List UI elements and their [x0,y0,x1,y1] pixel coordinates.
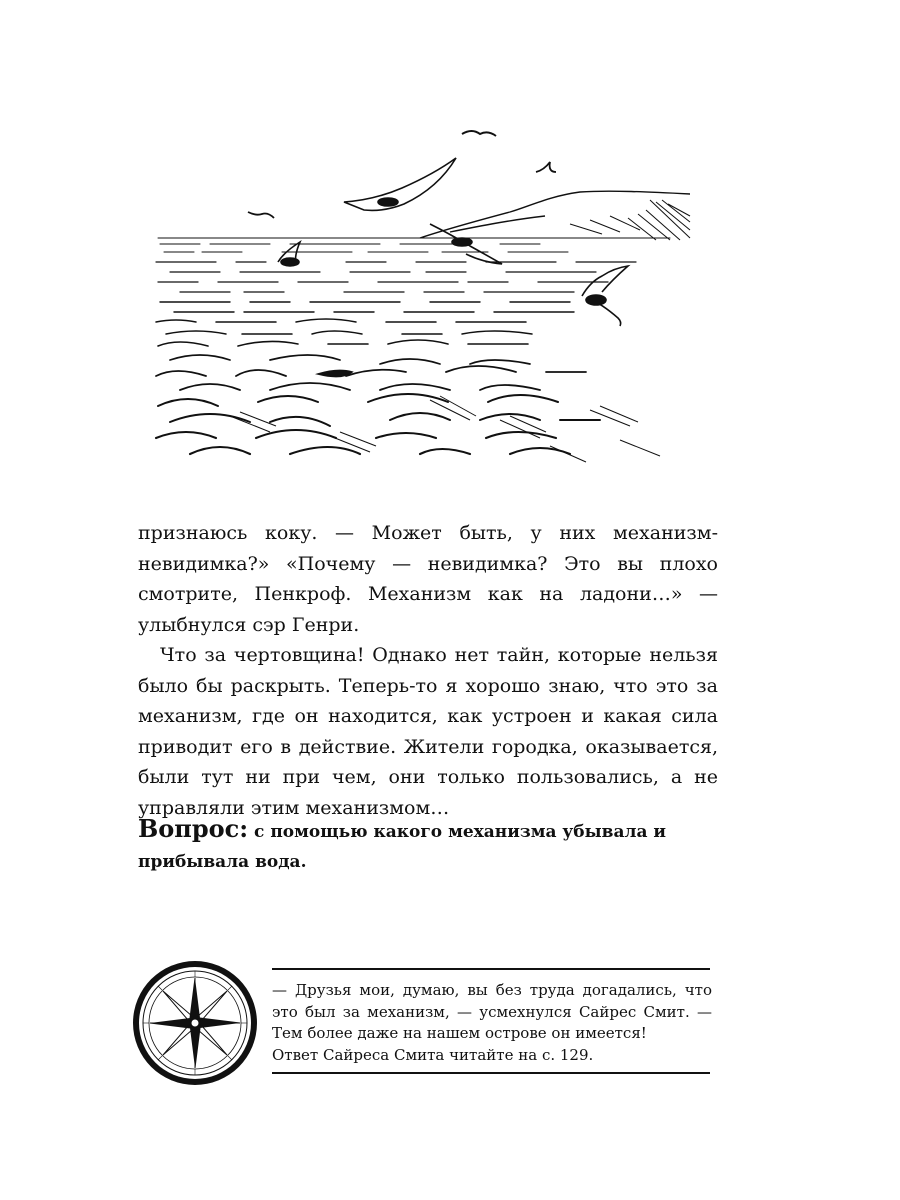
seagull-1 [462,131,496,136]
seagull-3 [248,212,274,218]
seagull-2 [536,162,556,172]
compass-rose-icon [130,958,260,1088]
question-block [138,814,718,877]
question-label: Вопрос: [138,814,249,843]
hill-shading [570,200,690,240]
question-text: с помощью какого механизма убывала и прибывала вода. [138,822,667,872]
sea-illustration [150,120,700,480]
seagull-7 [582,266,628,326]
sidebar-quote: — Друзья мои, думаю, вы без труда догадались, что это был за механизм, — усмехнулся Сайрес Смит. — Тем более даже на нашем острове он имеется! [272,981,712,1042]
sidebar-text [272,980,712,1066]
hill-outline [420,191,690,238]
body-text [138,518,718,823]
seagull-6 [278,242,300,266]
body-paragraph-2: Что за чертовщина! Однако нет тайн, которые нельзя было бы раскрыть. Теперь-то я хорошо знаю, что это за механизм, где он находится, как устроен и какая сила приводит его в действие. Жители городка, оказывается, были тут ни при чем, они только пользовались, а не управляли этим механизмом… [138,644,718,819]
seagull-4 [344,158,456,210]
sidebar-answer-ref: Ответ Сайреса Смита читайте на с. 129. [272,1045,594,1064]
body-paragraph-1: признаюсь коку. — Может быть, у них механизм-невидимка?» «Почему — невидимка? Это вы плохо смотрите, Пенкроф. Механизм как на ладони…» — улыбнулся сэр Генри. [138,522,718,636]
sidebar-rule-bottom [272,1072,710,1074]
sidebar-rule-top [272,968,710,970]
sea-waves [156,238,670,454]
